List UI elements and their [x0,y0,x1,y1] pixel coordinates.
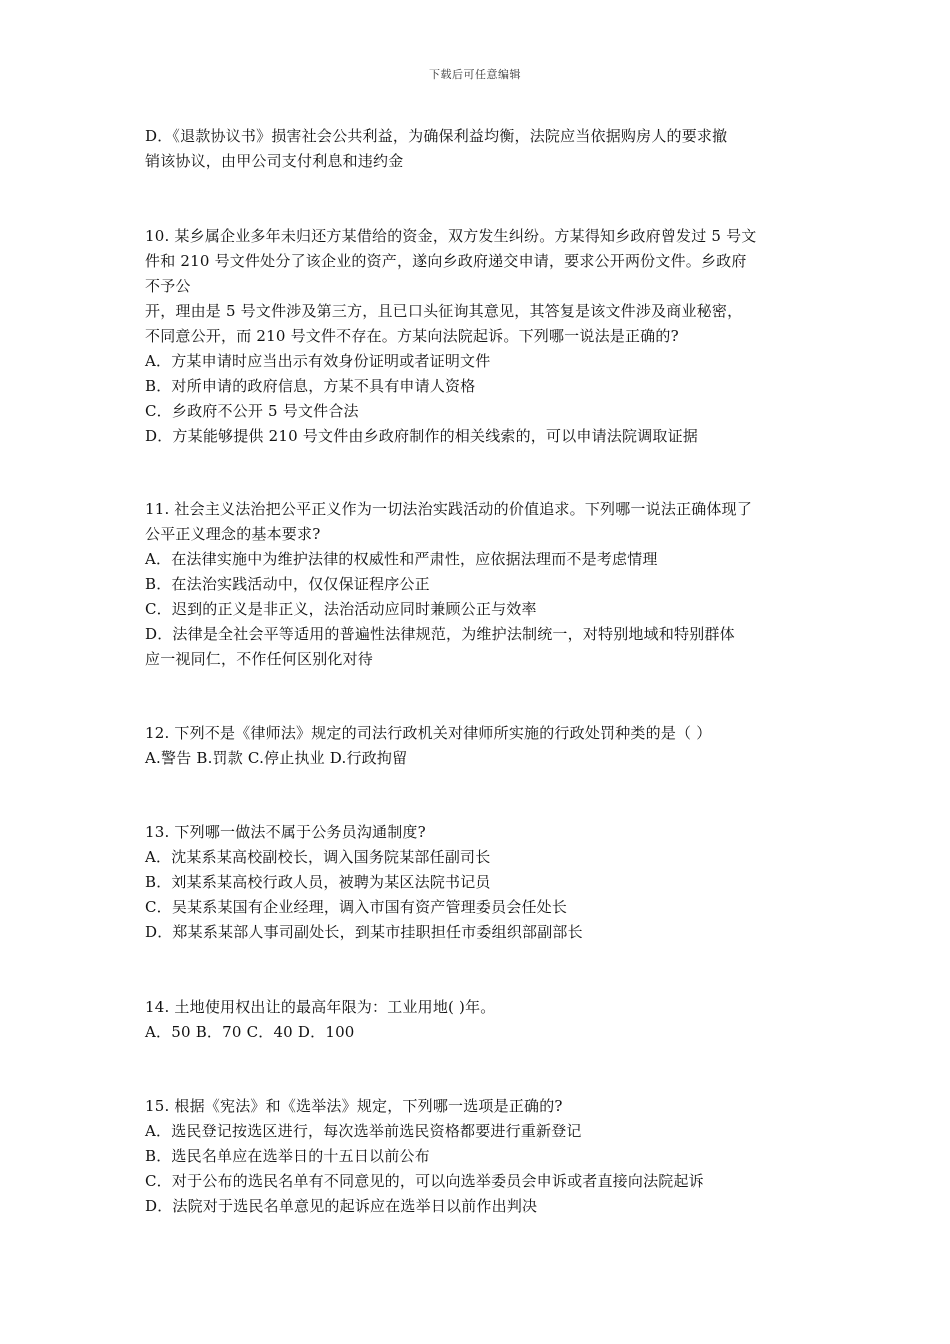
question-stem: 开，理由是 5 号文件涉及第三方，且已口头征询其意见，其答复是该文件涉及商业秘密， [145,302,743,320]
page-header: 下载后可任意编辑 [429,68,521,81]
option-c: C．乡政府不公开 5 号文件合法 [145,402,359,420]
question-stem: 不同意公开，而 210 号文件不存在。方某向法院起诉。下列哪一说法是正确的? [145,327,679,345]
option-a: A．选民登记按选区进行，每次选举前选民资格都要进行重新登记 [145,1122,582,1140]
options-inline: A.警告 B.罚款 C.停止执业 D.行政拘留 [145,749,408,767]
option-b: B．对所申请的政府信息，方某不具有申请人资格 [145,377,476,395]
option-b: B．在法治实践活动中，仅仅保证程序公正 [145,575,430,593]
option-a: A．在法律实施中为维护法律的权威性和严肃性，应依据法理而不是考虑情理 [145,550,658,568]
option-a: A．方某申请时应当出示有效身份证明或者证明文件 [145,352,491,370]
option-d: D．法院对于选民名单意见的起诉应在选举日以前作出判决 [145,1197,538,1215]
question-stem: 不予公 [145,277,191,295]
option-c: C．吴某系某国有企业经理，调入市国有资产管理委员会任处长 [145,898,568,916]
question-13 [145,820,810,945]
question-stem: 15. 根据《宪法》和《选举法》规定，下列哪一选项是正确的? [145,1097,563,1115]
question-stem: 公平正义理念的基本要求? [145,525,321,543]
question-stem: 件和 210 号文件处分了该企业的资产，遂向乡政府递交申请，要求公开两份文件。乡政府 [145,252,747,270]
previous-question-tail [145,124,810,174]
question-stem: 12. 下列不是《律师法》规定的司法行政机关对律师所实施的行政处罚种类的是（ ） [145,724,712,742]
option-c: C．对于公布的选民名单有不同意见的，可以向选举委员会申诉或者直接向法院起诉 [145,1172,704,1190]
question-stem: 14. 土地使用权出让的最高年限为：工业用地( )年。 [145,998,496,1016]
question-10 [145,224,810,449]
option-d: D．方某能够提供 210 号文件由乡政府制作的相关线索的，可以申请法院调取证据 [145,427,698,445]
option-d: D．郑某系某部人事司副处长，到某市挂职担任市委组织部副部长 [145,923,583,941]
question-stem: 13. 下列哪一做法不属于公务员沟通制度? [145,823,426,841]
text-line: 销该协议，由甲公司支付利息和违约金 [145,152,404,170]
question-15 [145,1094,810,1219]
options-inline: A．50 B．70 C．40 D．100 [145,1023,355,1041]
option-b: B．选民名单应在选举日的十五日以前公布 [145,1147,430,1165]
option-d: D．法律是全社会平等适用的普遍性法律规范，为维护法制统一，对特别地域和特别群体 [145,625,735,643]
question-12 [145,721,810,771]
question-stem: 10. 某乡属企业多年未归还方某借给的资金，双方发生纠纷。方某得知乡政府曾发过 5 号文 [145,227,757,245]
question-stem: 11. 社会主义法治把公平正义作为一切法治实践活动的价值追求。下列哪一说法正确体现了 [145,500,753,518]
option-b: B．刘某系某高校行政人员，被聘为某区法院书记员 [145,873,491,891]
option-d-cont: 应一视同仁，不作任何区别化对待 [145,650,374,668]
option-c: C．迟到的正义是非正义，法治活动应同时兼顾公正与效率 [145,600,537,618]
question-14 [145,995,810,1045]
text-line: D．《退款协议书》损害社会公共利益，为确保利益均衡，法院应当依据购房人的要求撤 [145,127,728,145]
option-a: A．沈某系某高校副校长，调入国务院某部任副司长 [145,848,491,866]
question-11 [145,497,810,672]
